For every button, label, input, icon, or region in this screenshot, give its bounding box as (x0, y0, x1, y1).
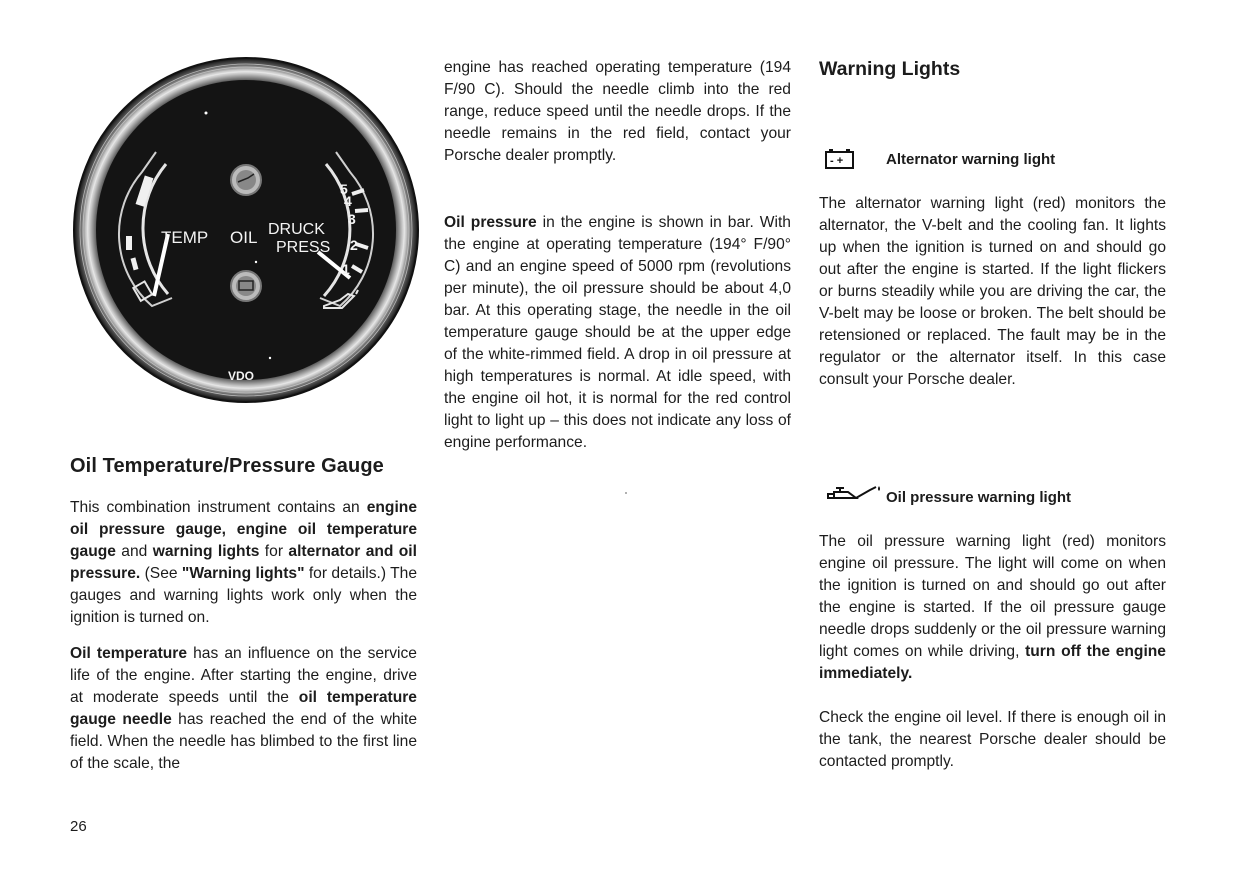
oil-gauge-illustration (72, 56, 420, 404)
page-number: 26 (70, 818, 87, 835)
scale-1: 1 (342, 261, 350, 277)
oil-pressure-warning-title: Oil pressure warning light (886, 489, 1072, 506)
battery-icon (825, 148, 855, 168)
label-vdo: VDO (228, 369, 255, 383)
alternator-warning-lamp (231, 271, 261, 301)
text-run: and (115, 543, 153, 560)
text-run: oil temperature gauge needle (70, 689, 417, 728)
text-run: This combination instrument contains an (70, 499, 367, 516)
text-run: has an influence on the service life of the engine. After starting the engine, drive at moderate speeds until the (70, 645, 417, 706)
text-run: Check the engine oil level. If there is enough oil in the tank, the nearest Porsche dealer should be contacted promptly. (819, 709, 1166, 770)
oil-warning-lamp (231, 165, 261, 195)
text-run: The oil pressure warning light (red) monitors engine oil pressure. The light will come on when the ignition is turned on and should go out after the engine is started. If the oil pressure gauge needle drops suddenly or the oil pressure warning light comes on while driving, (819, 533, 1166, 660)
temperature-continued-paragraph (444, 57, 791, 167)
text-run: in the engine is shown in bar. With the engine at operating temperature (194° F/90° C) and an engine speed of 5000 rpm (revolutions per minute), the oil pressure should be about 4,0 bar. At this operating stage, the needle in the oil temperature gauge should be at the upper edge of the white-rimmed field. A drop in oil pressure at high temperatures is normal. At idle speed, with the engine oil hot, it is normal for the red control light to light up – this does not indicate any loss of engine performance. (444, 214, 791, 451)
label-press: PRESS (276, 239, 331, 256)
text-run: Oil temperature (70, 645, 188, 662)
oil-level-paragraph (819, 707, 1166, 773)
scale-4: 4 (344, 193, 352, 209)
left-column (70, 497, 417, 775)
scale-2: 2 (350, 237, 358, 253)
text-run: (See (140, 565, 182, 582)
battery-icon-text: - + (830, 155, 844, 167)
oil-warning-paragraph-block (819, 531, 1166, 773)
warning-lights-heading: Warning Lights (819, 58, 961, 80)
scale-3: 3 (348, 211, 356, 227)
gauge-section-heading: Oil Temperature/Pressure Gauge (70, 455, 384, 477)
scale-5: 5 (340, 181, 348, 197)
gauge-intro-paragraph (70, 497, 417, 629)
text-run: engine oil pressure gauge, engine oil temperature gauge (70, 499, 417, 560)
text-run: alternator and oil pressure. (70, 543, 417, 582)
label-temp: TEMP (161, 228, 209, 247)
text-run: warning lights (152, 543, 260, 560)
text-run: The alternator warning light (red) monitors the alternator, the V-belt and the cooling fan. It lights up when the ignition is turned on and should go out after the engine is started. If the light flickers or burns steadily while you are driving the car, the V-belt may be loose or broken. The belt should be retensioned or replaced. The fault may be in the regulator or the alternator itself. In this case consult your Porsche dealer. (819, 195, 1166, 388)
oil-warning-paragraph (819, 531, 1166, 685)
middle-column-lower (444, 212, 791, 454)
text-run: for (259, 543, 289, 560)
label-druck: DRUCK (268, 221, 325, 238)
text-run: "Warning lights" (181, 565, 305, 582)
text-run: for details.) The gauges and warning lights work only when the ignition is turned on. (70, 565, 417, 626)
alternator-paragraph-block (819, 193, 1166, 391)
text-run: turn off the engine immediately. (819, 643, 1166, 682)
middle-column (444, 57, 791, 167)
label-oil: OIL (230, 228, 258, 247)
oil-temperature-paragraph (70, 643, 417, 775)
text-run: has reached the end of the white field. When the needle has blimbed to the first line of the scale, the (70, 711, 417, 772)
text-run: engine has reached operating temperature (194 F/90 C). Should the needle climb into the red range, reduce speed until the needle drops. If the needle remains in the red field, contact your Porsche dealer promptly. (444, 59, 791, 164)
alternator-warning-title: Alternator warning light (886, 151, 1056, 168)
oil-can-icon (826, 482, 884, 502)
alternator-paragraph (819, 193, 1166, 391)
oil-pressure-paragraph (444, 212, 791, 454)
text-run: Oil pressure (444, 214, 537, 231)
